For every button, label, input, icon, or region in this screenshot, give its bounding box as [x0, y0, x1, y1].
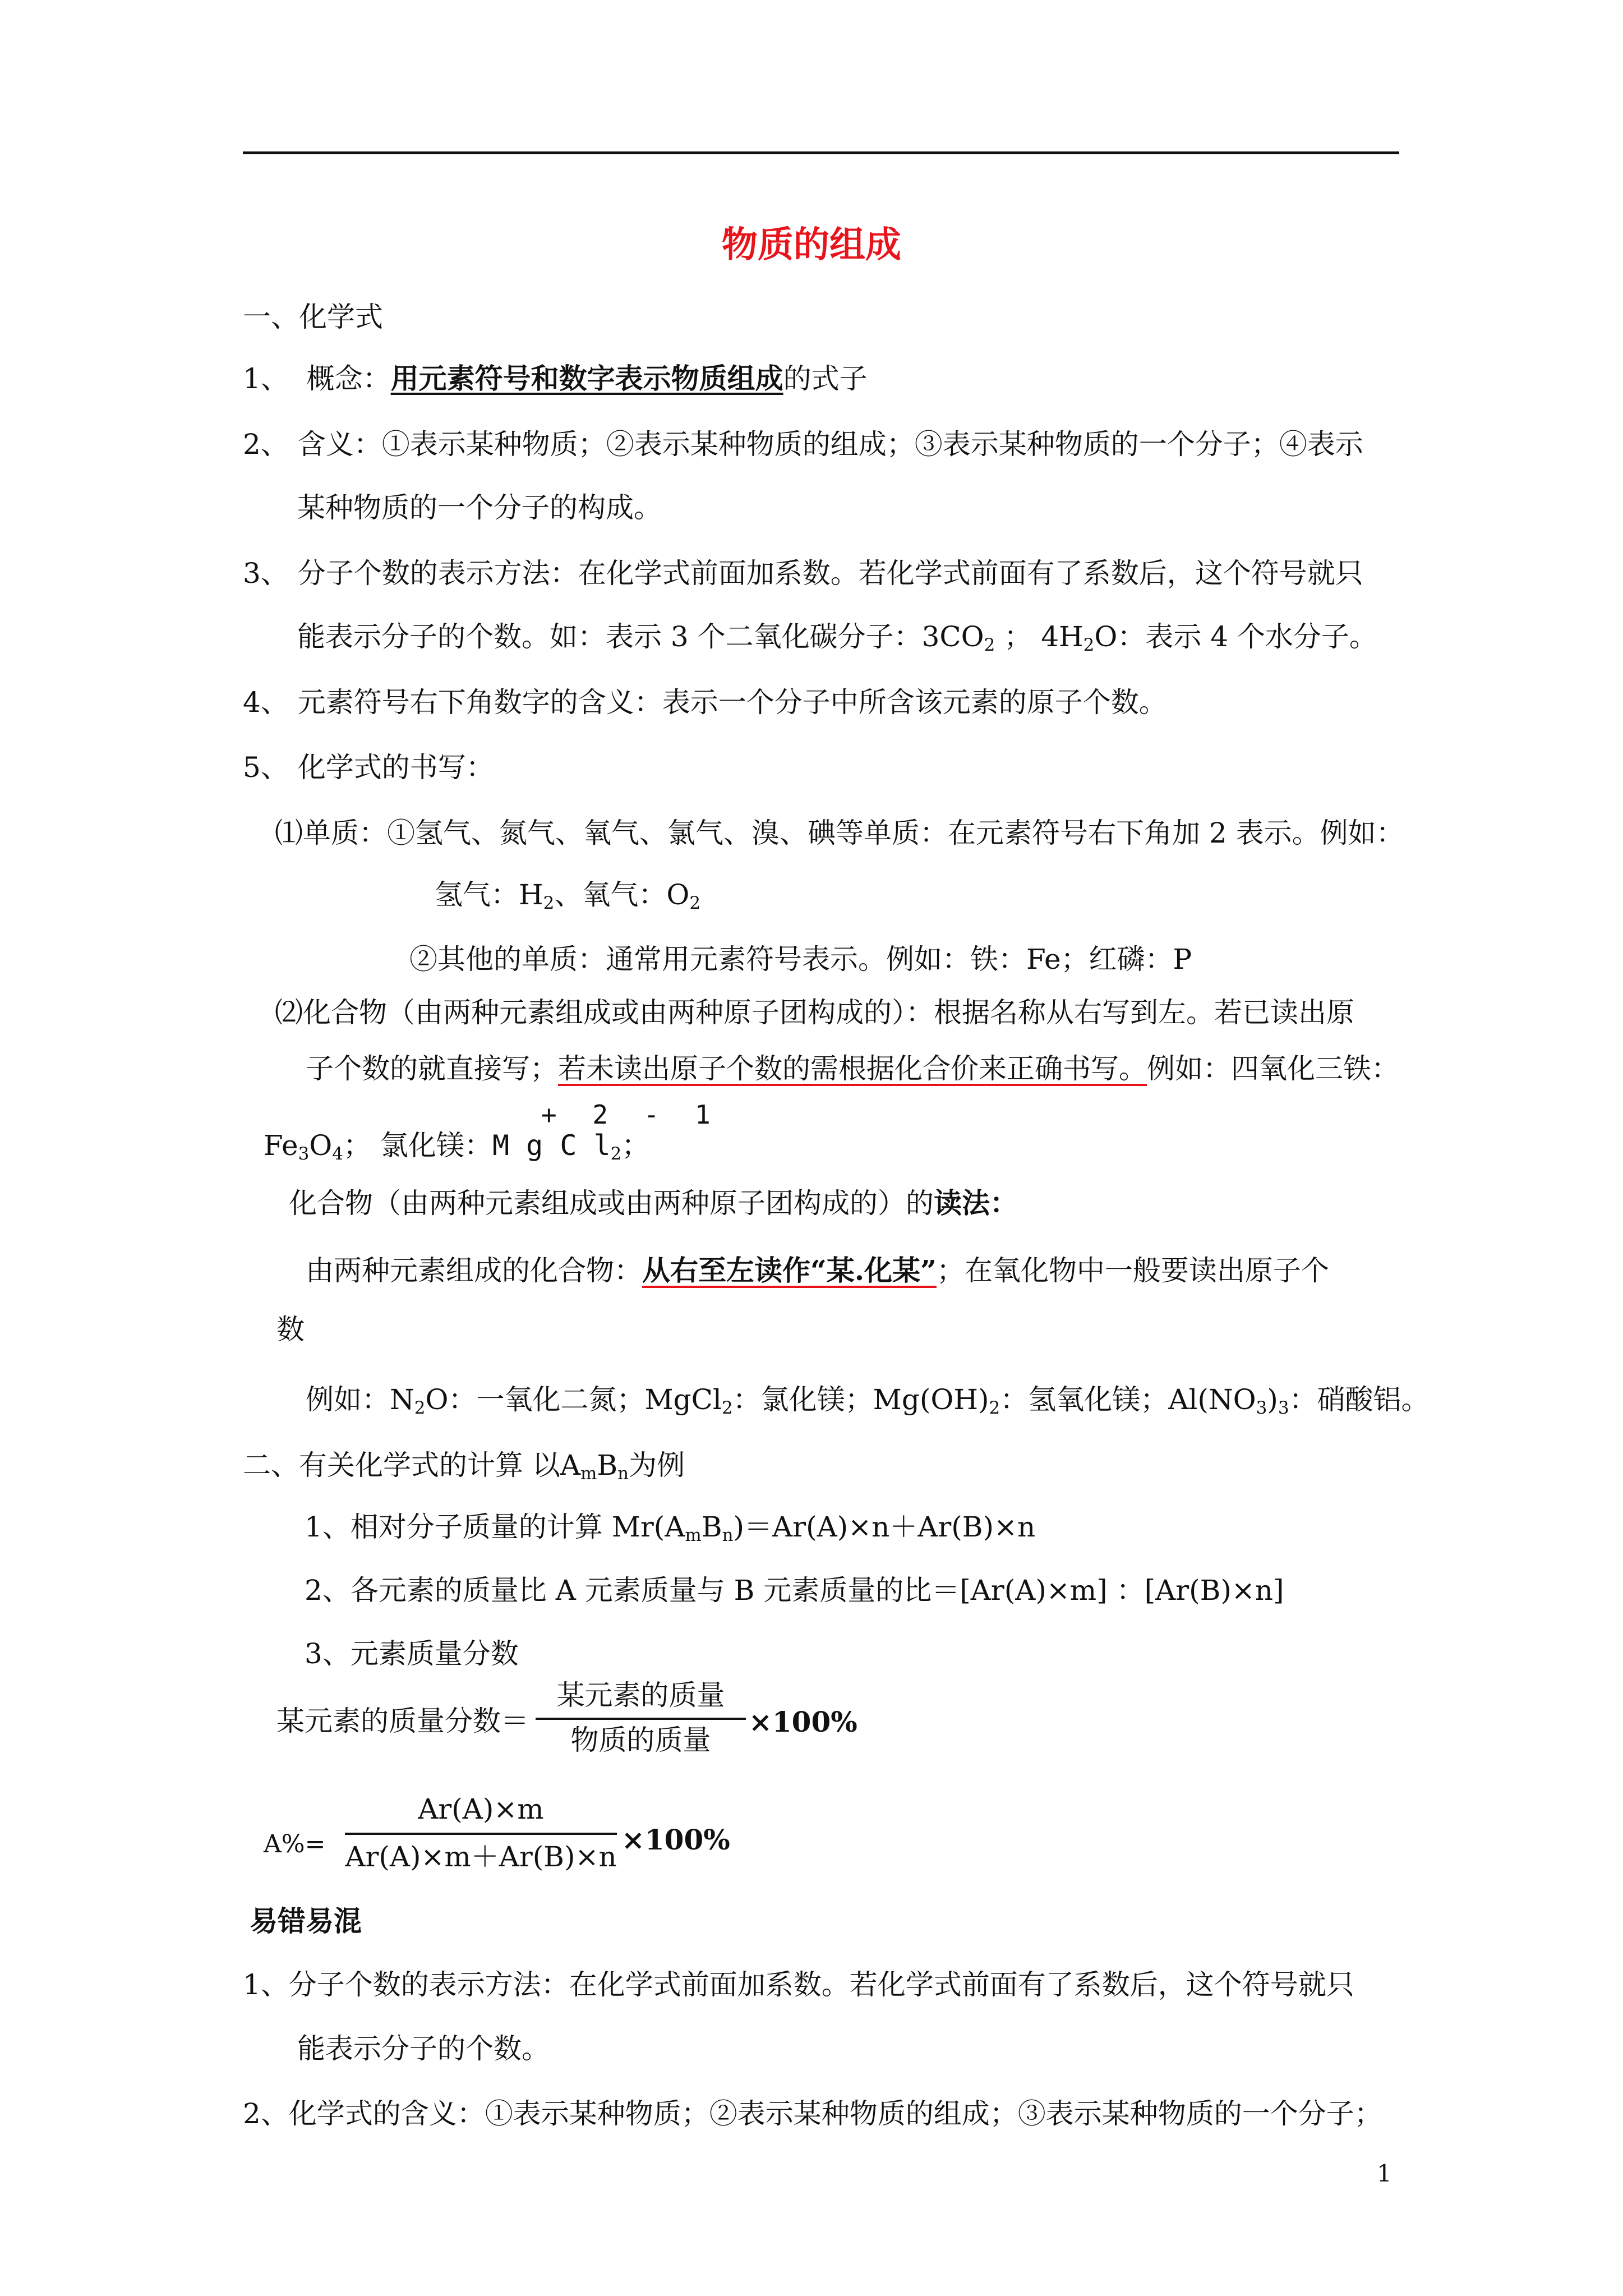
subscript: n — [722, 1525, 734, 1545]
text-run: ； 4H — [995, 620, 1083, 653]
subscript: 3 — [298, 1143, 310, 1164]
para-subscript-meaning: 4、 元素符号右下角数字的含义：表示一个分子中所含该元素的原子个数。 — [243, 686, 1167, 719]
section-heading-pitfalls: 易错易混 — [250, 1904, 362, 1938]
subscript: m — [685, 1525, 702, 1545]
para-elements-line1: ⑴单质：①氢气、氮气、氧气、氯气、溴、碘等单质：在元素符号右下角加 2 表示。例如： — [275, 817, 1404, 849]
subscript: m — [580, 1463, 597, 1484]
subscript: 2 — [984, 634, 995, 655]
page-number: 1 — [1377, 2160, 1392, 2187]
para-relative-mass — [305, 1510, 1035, 1544]
para-reading-rule — [306, 1254, 1329, 1287]
text-run: ) — [1267, 1383, 1278, 1416]
formula2-denominator: Ar(A)×m＋Ar(B)×n — [345, 1841, 617, 1873]
subscript: 2 — [1083, 634, 1095, 655]
formula1-numerator: 某元素的质量 — [556, 1679, 725, 1711]
para-molecule-count-line2 — [297, 620, 1377, 654]
subscript: 3 — [1256, 1397, 1267, 1418]
formula2-left: A%= — [264, 1830, 326, 1858]
para-pitfall2: 2、化学式的含义：①表示某种物质；②表示某种物质的组成；③表示某种物质的一个分子； — [243, 2097, 1382, 2130]
text-run: ：氯化镁；Mg(OH) — [732, 1383, 989, 1416]
formula1-denominator: 物质的质量 — [570, 1724, 711, 1756]
text-run: ； — [621, 1129, 650, 1162]
text-run: 由两种元素组成的化合物： — [306, 1254, 642, 1287]
valence-marks: + 2 - 1 — [541, 1099, 721, 1130]
para-molecule-count-line1: 3、 分子个数的表示方法：在化学式前面加系数。若化学式前面有了系数后，这个符号就只 — [243, 557, 1363, 590]
text-run: 氢气：H — [435, 878, 543, 911]
fraction-bar — [345, 1833, 617, 1835]
para-pitfall1-line1: 1、分子个数的表示方法：在化学式前面加系数。若化学式前面有了系数后，这个符号就只 — [243, 1968, 1354, 2001]
reading-label: 读法： — [934, 1186, 1018, 1220]
para-other-elements: ②其他的单质：通常用元素符号表示。例如：铁：Fe；红磷：P — [409, 943, 1192, 976]
subscript: n — [617, 1463, 629, 1484]
text-run: O：一氧化二氮；MgCl — [425, 1383, 722, 1416]
text-run: 子个数的就直接写； — [306, 1052, 558, 1085]
header-rule — [243, 151, 1399, 154]
text-run: 二、有关化学式的计算 以A — [243, 1449, 581, 1481]
subscript: 2 — [721, 1397, 733, 1418]
text-run: O — [309, 1129, 333, 1162]
valence-rule-highlight: 若未读出原子个数的需根据化合价来正确书写。 — [558, 1052, 1147, 1085]
magnesium-chloride-formula: M g C l — [492, 1129, 611, 1162]
para-elements-example — [435, 878, 700, 912]
para-concept — [243, 362, 868, 395]
subscript: 2 — [689, 892, 701, 913]
formula2-right: ×100% — [621, 1823, 730, 1856]
text-run: 为例 — [629, 1449, 685, 1481]
para-reading-heading — [289, 1186, 1018, 1220]
fraction-bar — [536, 1718, 746, 1720]
formula2-fraction — [345, 1792, 617, 1882]
para-pitfall1-line2: 能表示分子的个数。 — [297, 2032, 550, 2065]
formula1-left: 某元素的质量分数＝ — [276, 1705, 529, 1737]
section-heading-calculation — [243, 1448, 685, 1482]
text-run: ； 氯化镁： — [343, 1129, 492, 1162]
para-meaning-line1: 2、 含义：①表示某种物质；②表示某种物质的组成；③表示某种物质的一个分子；④表示 — [243, 428, 1363, 461]
subscript: 3 — [1278, 1397, 1289, 1418]
para-mass-fraction: 3、元素质量分数 — [305, 1637, 519, 1670]
concept-tail: 的式子 — [783, 362, 868, 395]
para-compound-line1: ⑵化合物（由两种元素组成或由两种原子团构成的）：根据名称从右写到左。若已读出原 — [275, 996, 1354, 1029]
text-run: B — [701, 1511, 722, 1543]
subscript: 2 — [543, 892, 555, 913]
formula1-right: ×100% — [749, 1705, 857, 1738]
page-title: 物质的组成 — [722, 224, 901, 266]
text-run: )＝Ar(A)×n＋Ar(B)×n — [733, 1511, 1036, 1543]
text-run: 例如：四氧化三铁： — [1147, 1052, 1399, 1085]
concept-label: 概念： — [306, 362, 391, 395]
text-run: B — [597, 1449, 618, 1481]
text-run: ：硝酸铝。 — [1289, 1383, 1430, 1416]
section-heading-formula: 一、化学式 — [243, 301, 383, 333]
para-meaning-line2: 某种物质的一个分子的构成。 — [297, 491, 662, 524]
text-run: 能表示分子的个数。如：表示 3 个二氧化碳分子：3CO — [297, 620, 984, 653]
formula2-numerator: Ar(A)×m — [418, 1793, 544, 1825]
text-run: O：表示 4 个水分子。 — [1094, 620, 1377, 653]
para-number: 1、 — [243, 362, 289, 395]
formula1-fraction — [536, 1678, 746, 1763]
concept-definition: 用元素符号和数字表示物质组成 — [390, 362, 783, 395]
para-compound-examples — [264, 1129, 649, 1162]
para-compound-line2 — [306, 1052, 1399, 1085]
para-reading-rule-tail: 数 — [276, 1313, 305, 1346]
text-run: Fe — [264, 1129, 298, 1162]
para-naming-examples — [306, 1383, 1430, 1416]
reading-rule-highlight: 从右至左读作“某.化某” — [642, 1254, 937, 1287]
para-writing-formula: 5、 化学式的书写： — [243, 751, 494, 784]
text-run: 、氧气：O — [554, 878, 690, 911]
subscript: 2 — [610, 1143, 622, 1164]
text-run: 1、相对分子质量的计算 Mr(A — [305, 1511, 685, 1543]
para-mass-ratio: 2、各元素的质量比 A 元素质量与 B 元素质量的比＝[Ar(A)×m] ：[Ar(B)×n] — [305, 1574, 1284, 1607]
subscript: 4 — [332, 1143, 344, 1164]
text-run: 化合物（由两种元素组成或由两种原子团构成的）的 — [289, 1187, 934, 1220]
text-run: ：氢氧化镁；Al(NO — [1000, 1383, 1256, 1416]
subscript: 2 — [989, 1397, 1000, 1418]
text-run: 例如：N — [306, 1383, 414, 1416]
subscript: 2 — [414, 1397, 426, 1418]
text-run: ；在氧化物中一般要读出原子个 — [936, 1254, 1329, 1287]
